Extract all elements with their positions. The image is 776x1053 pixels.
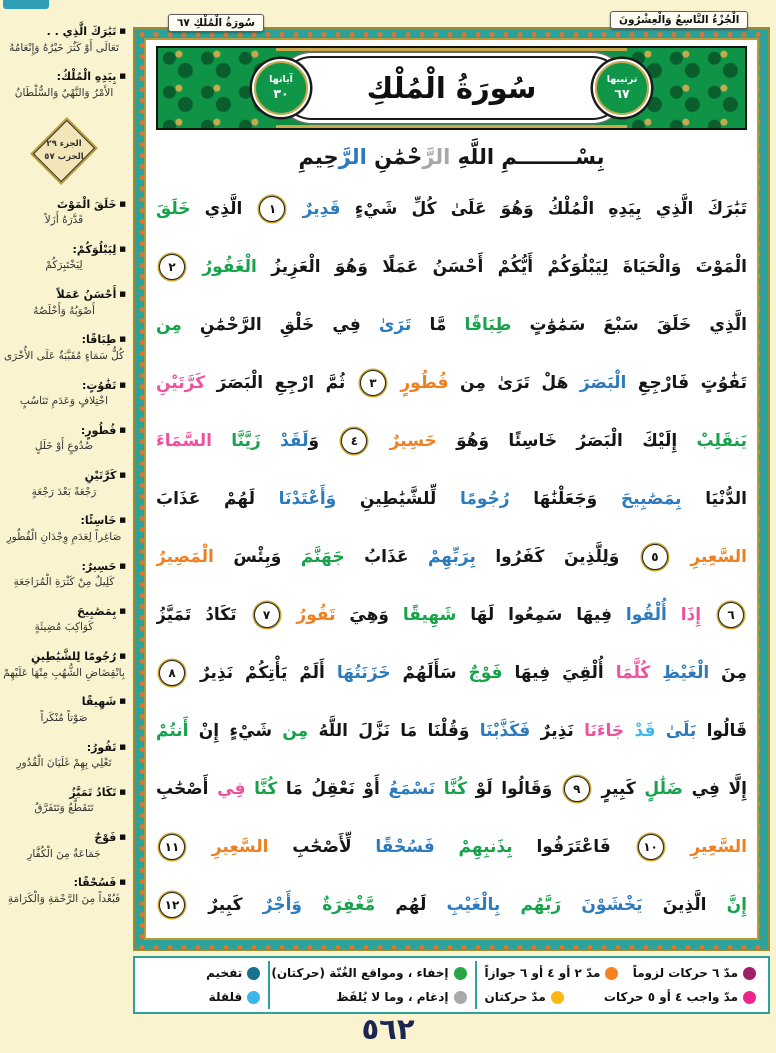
tafsir-note [2,785,126,817]
quran-text-segment: فَسُحْقًا [351,837,435,857]
tafsir-headword: ■فُطُورٍ: [80,423,126,437]
quran-text-segment: وَقَالُوا لَوْ [466,779,561,799]
ayah-marker: ٨ [159,660,185,686]
tafsir-definition: كَوَاكِبَ مُضِيئَةٍ [34,621,94,634]
quran-text-segment: بَلَىٰ [655,721,697,741]
quran-line [156,412,747,470]
quran-text-block [156,180,747,934]
tafsir-headword: ■أَحْسَنُ عَمَلاً [56,288,126,301]
tafsir-sidebar [0,24,130,921]
legend-row [147,990,260,1004]
tafsir-definition: صُدُوعٍ أَوْ خَلَلٍ [34,440,94,453]
legend-color-dot [247,967,260,980]
quran-text-segment: الَّذِينَ [642,895,707,915]
quran-text-segment: السَّمَاءَ [156,431,212,451]
tafsir-headword: ■طِبَاقًا: [81,333,126,347]
quran-text-segment: وَأَعْتَدْنَا [254,489,337,509]
tafsir-headword: ■فَوْجٌ [94,831,126,844]
ayah-marker: ١ [259,196,285,222]
quran-text-segment: فَوْجٌ [456,663,503,683]
quran-text-segment: لَهُمْ عَذَابَ [156,489,255,509]
surah-ayat-value: ٣٠ [273,86,289,102]
tafsir-definition: صَوْتاً مُنْكَراً [40,711,88,724]
quran-text-segment: الَّذِي خَلَقَ سَبْعَ سَمَٰوَٰتٍ [511,315,747,335]
quran-text-segment: حَسِيرٌ [370,431,437,451]
ayah-marker: ٧ [254,602,280,628]
tafsir-headword: ■خَاسِئًا: [80,514,126,528]
ornamental-frame [133,27,770,951]
quran-text-segment: تَفَٰوُتٍ [700,373,747,393]
tafsir-headword: ■بِيَدِهِ الْمُلْكُ: [56,70,126,84]
legend-color-dot [454,967,467,980]
tafsir-headword: ■تَفُورُ: [86,740,126,754]
ayah-marker: ٣ [360,370,386,396]
tab-surah-name [168,14,264,32]
bullet-square-icon: ■ [119,425,126,434]
quran-text-segment [281,547,301,567]
quran-text-segment: نَذِيرٌ [530,721,574,741]
quran-text-segment: لَهُم [375,895,427,915]
ayah-marker: ٩ [564,776,590,802]
ayah-marker: ١٢ [159,892,185,918]
bullet-square-icon: ■ [119,244,126,253]
quran-text-segment: بِسْــــــــمِ اللَّهِ [450,145,605,169]
quran-text-segment: أَنتُمْ [156,721,189,741]
tafsir-headword: ■خَلَقَ الْمَوْتَ [56,197,126,211]
tafsir-note [2,513,126,545]
quran-text-segment: أَلَمْ يَأْتِكُمْ نَذِيرٌ [188,663,325,683]
quran-text-segment: الرَّ [338,145,367,169]
quran-text-segment [689,373,701,393]
surah-banner [156,46,747,130]
quran-text-segment: السَّعِيرِ [666,837,747,857]
tafsir-definition: لِيَخْتَبِرَكُمْ [45,259,83,272]
quran-text-segment: فِيهَا سَمِعُوا لَهَا [456,605,612,625]
quran-text-segment: مَّغْفِرَةٌ [302,895,376,915]
tafsir-headword: ■كَرَّتَيْنِ [84,469,126,482]
bullet-square-icon: ■ [119,742,126,751]
quran-text-segment: فِي [208,779,246,799]
surah-order-medallion [593,59,651,117]
legend-label: إدغام ، وما لا يُلفَظ [336,990,449,1004]
legend-item [209,990,261,1004]
quran-text-segment: كَبِيرٍ [592,779,636,799]
quran-text-segment: الْمَصِيرُ [156,547,214,567]
tafsir-headword: ■تَفَٰوُتٍ: [81,378,126,392]
tafsir-note [2,559,126,591]
legend-item [633,966,756,980]
quran-text-segment: وَقُلْنَا مَا نَزَّلَ اللَّهُ [308,721,470,741]
basmala [156,134,747,180]
tafsir-note [2,830,126,862]
quran-text-segment: وَلِلَّذِينَ كَفَرُوا [475,547,639,567]
quran-line [156,354,747,412]
quran-text-segment: أُلْقُوا [611,605,667,625]
quran-text-segment [650,663,662,683]
quran-line [156,180,747,238]
tafsir-definition: جَمَاعَةٌ مِنَ الْكُفَّارِ [27,847,101,860]
quran-text-segment: قَالُوا [696,721,747,741]
bullet-square-icon: ■ [119,606,126,615]
tafsir-headword: ■تَبَٰرَكَ الَّذِي . . [46,25,126,38]
tafsir-definition: كُلُّ سَمَاءٍ مُقَبَّبَةٌ عَلَى الأُخْرَى [3,349,125,362]
legend-color-dot [551,991,564,1004]
juz-hizb-text: الجزء ٢٩ الحزب ٥٧ [44,138,84,162]
quran-text-segment: فِي خَلْقِ الرَّحْمَٰنِ [181,315,361,335]
tafsir-headword: ■بِمَصَٰبِيحَ [77,604,126,618]
legend-color-dot [454,991,467,1004]
legend-label: مدّ واجب ٤ أو ٥ حركات [603,990,738,1004]
tafsir-definition: تَغْلِي بِهِمْ غَلَيَانَ الْقُدُورِ [16,757,112,769]
quran-line [156,296,747,354]
legend-item [336,990,466,1004]
tafsir-note [2,740,126,772]
quran-text-segment [368,257,382,277]
quran-text-segment: شَهِيقًا [388,605,457,625]
quran-text-segment: الْغَفُورُ [188,257,257,277]
quran-text-segment: خَزَنَتُهَا [324,663,391,683]
quran-line [156,760,747,818]
quran-text-segment: بِذَنبِهِمْ [434,837,513,857]
quran-line [156,528,747,586]
legend-column [139,961,270,1009]
bullet-square-icon: ■ [119,652,126,660]
quran-text-segment: كُنَّا [435,779,467,799]
quran-text-segment: حْمَٰنِ [366,145,423,169]
surah-title: سُورَةُ الْمُلْكِ [366,71,537,105]
legend-label: قلقلة [208,990,243,1004]
legend-item [271,966,466,980]
tafsir-note [2,332,126,364]
tafsir-definition: أَصْوَبُهُ وَأَخْلَصُهُ [33,304,95,317]
quran-text-segment: الدُّنْيَا [681,489,747,509]
quran-line [156,644,747,702]
legend-label: تفخيم [206,966,243,980]
ayah-marker: ٢ [159,254,185,280]
page-number: ٥٦٢ [361,1012,415,1046]
quran-text-segment: وَجَعَلْنَٰهَا [509,489,598,509]
quran-text-segment: لِّلشَّيَٰطِينِ [359,489,437,509]
tafsir-definition: كَلِيلٌ مِنْ كَثْرَةِ الْمُرَاجَعَةِ [13,576,115,588]
quran-line [156,876,747,934]
surah-title-cartouche [280,56,624,120]
quran-text-segment: كَرَّتَيْنِ [156,373,206,393]
quran-text-segment: لِّأَصْحَٰبِ [268,837,352,857]
legend-item [485,990,564,1004]
quran-text-segment: سَأَلَهُمْ [390,663,457,683]
bullet-square-icon: ■ [119,471,126,479]
bullet-square-icon: ■ [119,380,126,389]
quran-text-segment: السَّعِيرِ [670,547,747,567]
tafsir-definition: اخْتِلافٍ وَعَدَمِ تَنَاسُبٍ [19,395,109,407]
quran-text-segment: قَدْ [624,721,656,741]
bullet-square-icon: ■ [119,516,126,525]
quran-text-segment: الْمَوْتَ وَالْحَيَاةَ لِيَبْلُوَكُمْ أَيُّكُمْ أَحْسَنُ عَمَلًا [382,257,747,277]
quran-text-segment: وَ [308,431,339,451]
page-content [144,38,759,940]
legend-color-dot [247,991,260,1004]
quran-text-segment: فَكَذَّبْنَا [469,721,531,741]
quran-text-segment: السَّعِيرِ [188,837,269,857]
quran-text-segment: بِرَبِّهِمْ [408,547,476,567]
quran-text-segment: الرَّ [422,145,451,169]
legend-row [147,966,260,980]
quran-text-segment: فَارْجِعِ [626,373,690,393]
quran-text-segment: رَبَّهُم [500,895,562,915]
legend-label: مدّ ٢ أو ٤ أو ٦ جوازاً [484,966,601,980]
quran-text-segment [336,489,360,509]
tafsir-note [2,242,126,274]
tafsir-headword: ■لِيَبْلُوَكُمْ: [72,242,126,256]
quran-text-segment: خَلَقَ [156,199,191,219]
quran-text-segment: زَيَّنَّا [211,431,261,451]
quran-text-segment: بِالْغَيْبِ [426,895,501,915]
bullet-square-icon: ■ [119,27,126,35]
quran-text-segment: وَهُوَ الْعَزِيزُ [256,257,368,277]
quran-text-segment: الْغَيْظِ [662,663,710,683]
bullet-square-icon: ■ [119,787,126,796]
quran-text-segment: فُطُورٍ [388,373,449,393]
bullet-square-icon: ■ [119,561,126,570]
quran-text-segment [446,315,464,335]
legend-item [206,966,260,980]
tafsir-note [2,378,126,410]
juz-hizb-medallion [32,115,96,187]
quran-text-segment: لَقَدْ [260,431,309,451]
quran-text-segment: إِذَا [666,605,716,625]
quran-text-segment: الْبَصَرَ [568,373,627,393]
tafsir-headword: ■رُجُومًا لِلشَّيَٰطِينِ [31,650,126,663]
quran-text-segment: مِن [156,315,182,335]
quran-text-segment: هَلْ تَرَىٰ مِن [448,373,569,393]
surah-ayat-medallion [252,59,310,117]
quran-text-segment: جَهَنَّمَ [300,547,345,567]
quran-text-segment: فَاعْتَرَفُوا [512,837,635,857]
quran-text-segment: شَيْءٍ إِنْ [188,721,273,741]
bullet-square-icon: ■ [119,697,126,706]
tafsir-headword: ■شَهِيقًا [81,695,126,709]
quran-text-segment: تَبَٰرَكَ الَّذِي بِيَدِهِ الْمُلْكُ وَهُوَ عَلَىٰ كُلِّ شَيْءٍ [340,199,747,219]
quran-text-segment: قَدِيرٌ [288,199,341,219]
ayah-marker: ٤ [341,428,367,454]
quran-line [156,702,747,760]
quran-text-segment: مِن [272,721,309,741]
legend-row [485,966,757,980]
legend-label: مدّ ٦ حركات لزوماً [632,966,738,980]
quran-text-segment: نَسْمَعُ [379,779,436,799]
quran-text-segment: تَرَىٰ [360,315,412,335]
quran-line [156,586,747,644]
tab-juz-label: الْجُزْءُ التَّاسِعُ وَالْعِشْرُونَ [619,14,740,26]
tafsir-note [2,197,126,229]
tafsir-note [2,69,126,101]
quran-line [156,238,747,296]
ayah-marker: ٥ [642,544,668,570]
tafsir-definition: بِانْقِضَاضِ الشُّهُبِ مِنْهَا عَلَيْهِمْ [3,666,125,679]
quran-text-segment: أُلْقِيَ فِيهَا [502,663,604,683]
quran-text-segment: كُنَّا [245,779,278,799]
quran-text-segment: إِلَّا فِي [682,779,747,799]
quran-text-segment: مَّا [411,315,447,335]
quran-text-segment: عَذَابُ [344,547,409,567]
tab-juz-name [610,11,748,29]
tafsir-note [2,468,126,500]
quran-text-segment: وَأَجْرٌ [242,895,302,915]
tafsir-headword: ■حَسِيرٌ: [81,559,126,573]
legend-row [271,966,466,980]
legend-item [604,990,756,1004]
legend-row [278,990,466,1004]
legend-column [477,961,765,1009]
legend-color-dot [743,991,756,1004]
bullet-square-icon: ■ [119,199,126,208]
quran-text-segment: جَاءَنَا [573,721,625,741]
tafsir-note [2,24,126,56]
legend-color-dot [743,967,756,980]
ayah-marker: ١١ [159,834,185,860]
quran-text-segment: رُجُومًا [436,489,510,509]
quran-text-segment: أَوْ نَعْقِلُ مَا [277,779,380,799]
quran-text-segment: مِنَ [709,663,747,683]
quran-line [156,818,747,876]
quran-text-segment: كَبِيرٌ [188,895,243,915]
tafsir-note [2,604,126,636]
bullet-square-icon: ■ [119,878,126,887]
quran-text-segment: إِلَيْكَ الْبَصَرُ خَاسِئًا وَهُوَ [436,431,678,451]
legend-item [485,966,619,980]
tafsir-headword: ■فَسُحْقًا: [73,876,126,890]
tafsir-definition: رَجْعَةً بَعْدَ رَجْعَةٍ [31,485,97,498]
bullet-square-icon: ■ [119,335,126,344]
tafsir-definition: تَتَقَطَّعُ وَتَتَفَرَّقُ [34,802,94,815]
ayah-marker: ٦ [718,602,744,628]
quran-text-segment: ضَلَٰلٍ [635,779,683,799]
tafsir-note [2,287,126,319]
quran-text-segment: تَكَادُ تَمَيَّزُ [156,605,251,625]
tab-surah-label: سُورَةُ الْمُلْكِ ٦٧ [177,17,255,29]
bullet-square-icon: ■ [119,833,126,841]
quran-text-segment: تَفُورُ [282,605,336,625]
surah-order-value: ٦٧ [614,86,630,102]
quran-text-segment: يَخْشَوْنَ [561,895,643,915]
legend-row [485,990,757,1004]
quran-text-segment: يَنقَلِبْ [677,431,747,451]
quran-text-segment: ثُمَّ ارْجِعِ الْبَصَرَ [205,373,357,393]
quran-text-segment: حِيمِ [298,145,339,169]
quran-text-segment: الَّذِي [190,199,257,219]
quran-line [156,470,747,528]
corner-tab-fragment [3,0,49,9]
legend-color-dot [605,967,618,980]
tafsir-note [2,694,126,726]
bullet-square-icon: ■ [119,290,126,298]
legend-label: مدّ حركتان [484,990,546,1004]
tajweed-legend [133,956,770,1014]
tafsir-headword: ■تَكَادُ تَمَيَّزُ [69,785,126,799]
quran-text-segment: أَصْحَٰبِ [156,779,209,799]
quran-text-segment: وَبِئْسَ [213,547,282,567]
surah-order-label: ترتيبها [606,74,638,86]
surah-ayat-label: آياتها [269,74,293,86]
tafsir-note [2,875,126,907]
tafsir-definition: فَبُعْداً مِنَ الرَّحْمَةِ وَالْكَرَامَةِ [7,892,121,905]
legend-label: إخفاء ، ومواقع الغُنّة (حركتان) [271,966,449,980]
quran-text-segment: طِبَاقًا [464,315,512,335]
tafsir-note [2,649,126,681]
quran-text-segment: وَهِيَ [335,605,389,625]
bullet-square-icon: ■ [119,72,126,81]
tafsir-definition: تَعَالَى أَوْ كَثُرَ خَيْرُهُ وَإِنْعَامُهُ [9,41,119,54]
ayah-marker: ١٠ [638,834,664,860]
quran-text-segment: إِنَّ [706,895,747,915]
legend-column [270,961,476,1009]
tafsir-definition: قَدَّرَهُ أَزَلاً [44,214,84,226]
tafsir-definition: الأَمْرُ وَالنَّهْيُ وَالسُّلْطَانُ [14,86,114,99]
tafsir-definition: صَاغِراً لِعَدَمِ وِجْدَانِ الْفُطُورِ [6,530,122,543]
quran-text-segment: بِمَصَٰبِيحَ [597,489,682,509]
quran-text-segment: كُلَّمَا [603,663,651,683]
tafsir-note [2,423,126,455]
